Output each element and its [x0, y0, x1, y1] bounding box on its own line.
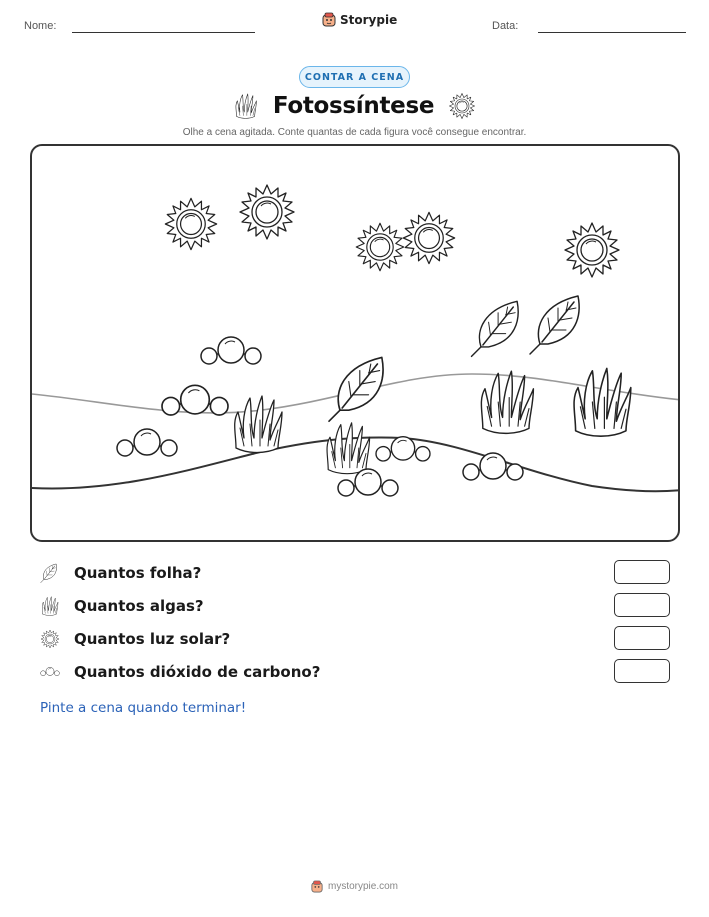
- algae-figure: [235, 396, 282, 453]
- question-row: [40, 560, 670, 586]
- leaf-figure: [530, 296, 579, 354]
- counting-scene: [30, 144, 680, 542]
- co2-icon: [40, 665, 60, 679]
- algae-figure: [574, 368, 631, 436]
- sun-figure: [240, 185, 294, 239]
- question-label: Quantos algas?: [74, 597, 204, 615]
- name-label: Nome:: [24, 20, 57, 32]
- question-label: Quantos dióxido de carbono?: [74, 663, 321, 681]
- brand-name: Storypie: [340, 12, 398, 27]
- sun-figure: [165, 198, 216, 249]
- algae-figure: [481, 371, 533, 433]
- answer-box[interactable]: [614, 626, 670, 650]
- scene-illustration: [32, 146, 678, 540]
- instruction-text: Olhe a cena agitada. Conte quantas de cada figura você consegue encontrar.: [182, 127, 527, 138]
- algae-icon: [233, 93, 259, 119]
- sun-icon: [40, 628, 60, 650]
- storypie-logo-icon: [311, 880, 323, 893]
- site-footer: [0, 880, 709, 893]
- co2-figure: [117, 429, 177, 456]
- leaf-icon: [40, 562, 60, 584]
- brand-logo: [322, 12, 397, 27]
- page-title: Fotossíntese: [272, 93, 435, 119]
- algae-icon: [40, 596, 60, 616]
- answer-box[interactable]: [614, 560, 670, 584]
- date-field[interactable]: [538, 32, 686, 33]
- question-row: [40, 659, 670, 685]
- leaf-figure: [472, 301, 519, 356]
- question-label: Quantos luz solar?: [74, 630, 231, 648]
- leaf-figure: [329, 357, 383, 421]
- question-row: [40, 626, 670, 652]
- title-row: [0, 92, 709, 120]
- site-url: mystorypie.com: [327, 881, 398, 892]
- name-field[interactable]: [72, 32, 255, 33]
- question-row: [40, 593, 670, 619]
- coloring-instruction: Pinte a cena quando terminar!: [40, 700, 247, 716]
- co2-figure: [463, 453, 523, 480]
- date-label: Data:: [492, 20, 519, 32]
- sun-figure: [565, 223, 619, 277]
- activity-badge: CONTAR A CENA: [299, 66, 410, 88]
- question-label: Quantos folha?: [74, 564, 202, 582]
- sun-figure: [356, 223, 404, 271]
- storypie-logo-icon: [322, 12, 336, 27]
- algae-figure: [327, 423, 370, 474]
- co2-figure: [162, 385, 228, 415]
- sun-icon: [448, 92, 476, 120]
- answer-box[interactable]: [614, 659, 670, 683]
- answer-box[interactable]: [614, 593, 670, 617]
- co2-figure: [201, 337, 261, 364]
- sun-figure: [403, 212, 454, 263]
